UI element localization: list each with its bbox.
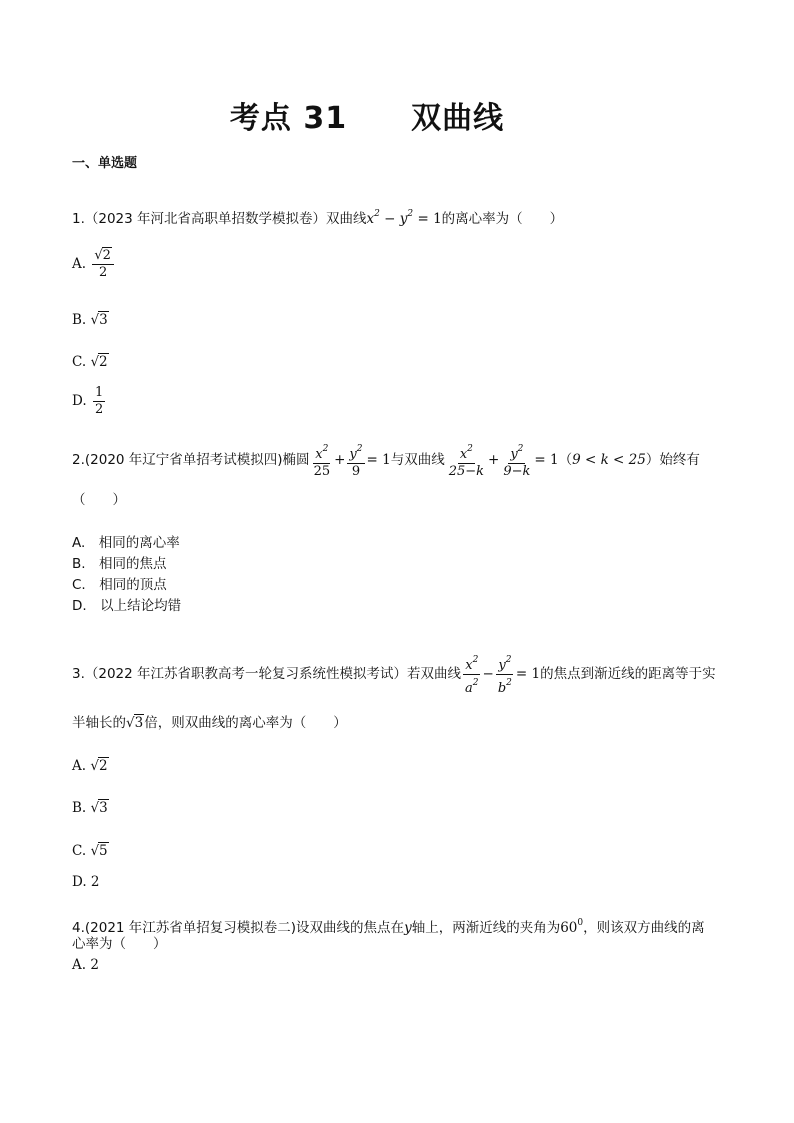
q1-tail: 的离心率为（ ） <box>441 211 564 227</box>
q1-equation: $x^2 - y^2 = 1$ <box>366 209 442 227</box>
q4-line2: 心率为（ ） <box>72 936 167 952</box>
q1-lead: 1.（2023 年河北省高职单招数学模拟卷）双曲线 <box>72 211 367 227</box>
q3-line2: 半轴长的√3倍，则双曲线的离心率为（ ） <box>72 715 347 731</box>
q2-option-d: D. 以上结论均错 <box>72 598 182 614</box>
q2-option-b: B. 相同的焦点 <box>72 556 167 572</box>
q3-option-a: A. √2 <box>72 758 108 774</box>
question-2: 2.(2020 年辽宁省单招考试模拟四)椭圆 $\frac{x^2}{25}$ + $\frac{y^2}{9}$ = 1与双曲线 $\frac{x^2}{25-k}$ + $\frac{y^2}{9-k}$ = 1（9 < k < 25）始终有 <box>72 441 700 480</box>
q2-option-c: C. 相同的顶点 <box>72 577 167 593</box>
q1-option-a: A. $\frac{√2}{2}$ <box>72 248 116 281</box>
q3-option-b: B. √3 <box>72 800 108 816</box>
title-main: 双曲线 <box>411 101 505 136</box>
q4-option-a: A. 2 <box>72 957 99 973</box>
q1-option-b: B. √3 <box>72 312 108 328</box>
question-3: 3.（2022 年江苏省职教高考一轮复习系统性模拟考试）若双曲线 $\frac{x^2}{a^2}$ − $\frac{y^2}{b^2}$ = 1的焦点到渐近线的距离等于实 <box>72 652 716 697</box>
q1-option-d: D. $\frac{1}{2}$ <box>72 385 104 417</box>
title-prefix: 考点 31 <box>229 101 348 136</box>
question-4: 4.(2021 年江苏省单招复习模拟卷二)设双曲线的焦点在y轴上，两渐近线的夹角为$60^0$，则该双方曲线的离 <box>72 918 705 936</box>
q3-option-d: D. 2 <box>72 874 100 890</box>
page-title <box>0 93 734 137</box>
question-1 <box>72 204 563 229</box>
section-heading: 一、单选题 <box>72 156 138 171</box>
q2-line2: （ ） <box>72 492 126 508</box>
q1-option-c: C. √2 <box>72 354 108 370</box>
q3-option-c: C. √5 <box>72 843 108 859</box>
q2-option-a: A. 相同的离心率 <box>72 535 180 551</box>
q1-option-a-fraction: $\frac{√2}{2}$ <box>92 248 114 281</box>
